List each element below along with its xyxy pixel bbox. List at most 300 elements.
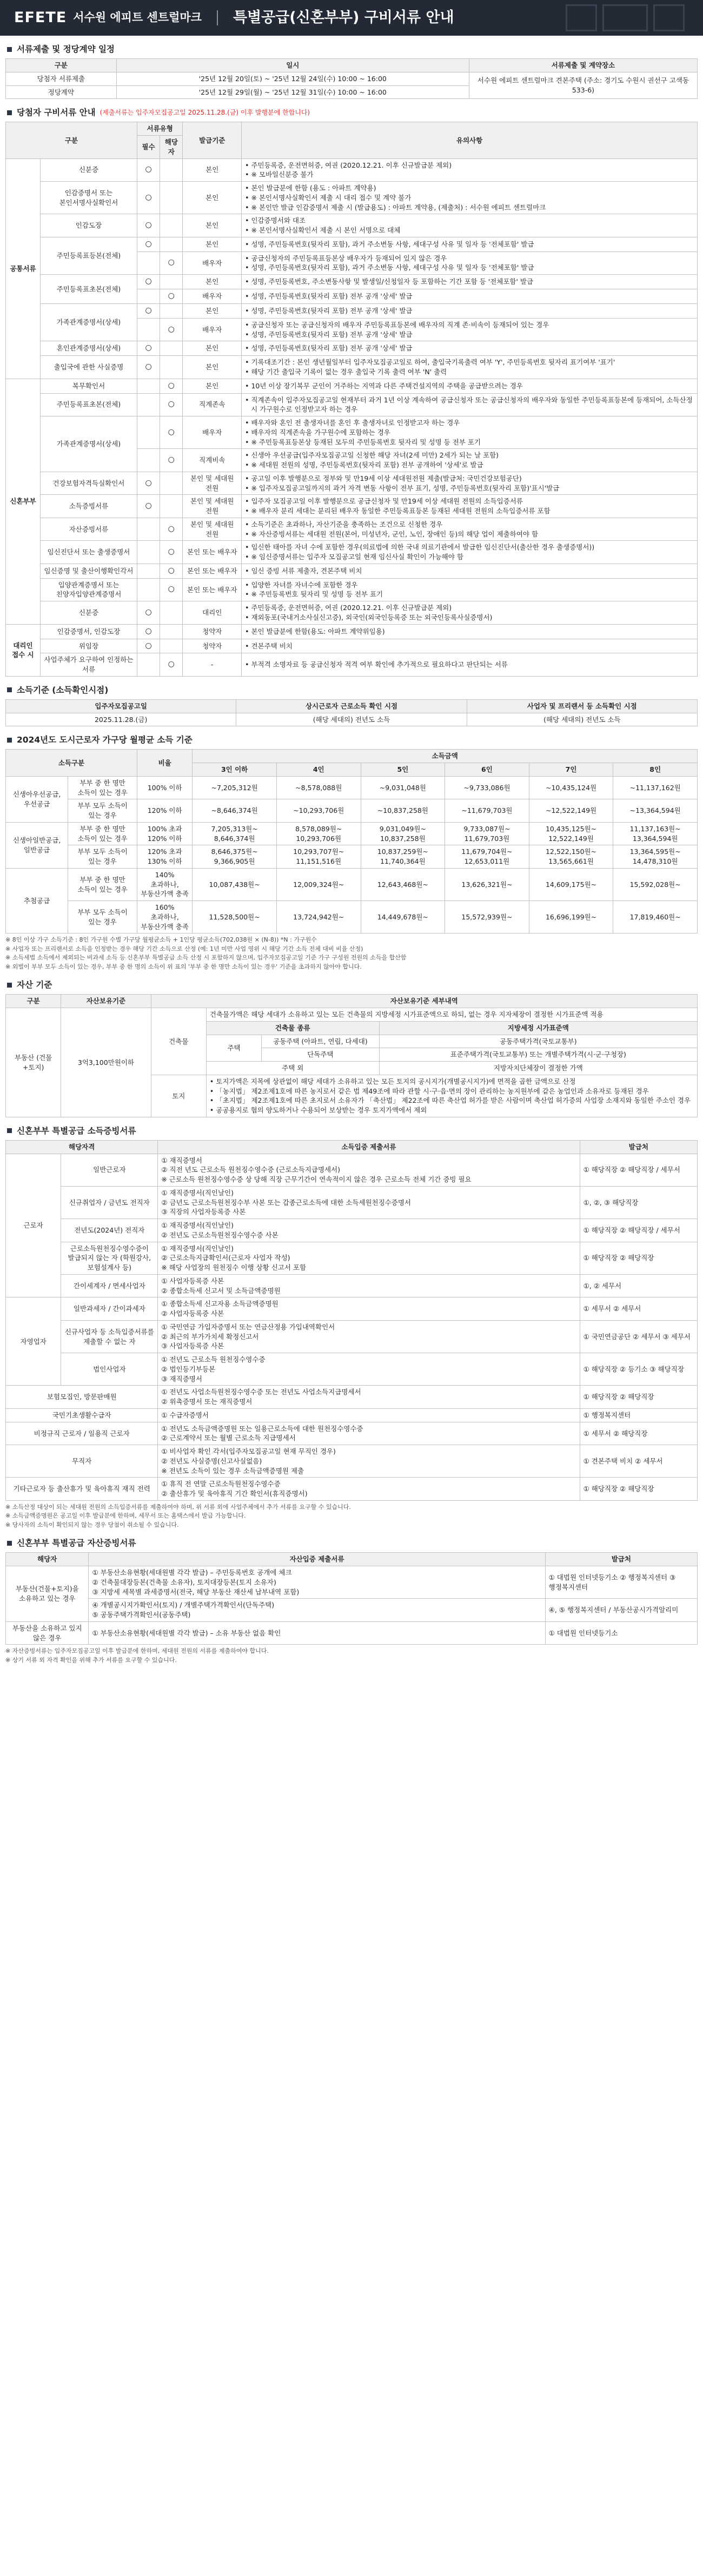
optional-check [160,303,183,318]
asset-standard-table: 구분 자산보유기준 자산보유기준 세부내역 부동산 (건물+토지) 3억3,100만원이하 건축물 건축물가액은 해당 세대가 소유하고 있는 모든 건축물의 지방세정 시가표준액으로 하되, 없는 경우 지자체장이 결정한 시가표준액 적용 건축물 종류 지방세정 시가표준액 주택 공동주택 (아파트, 연립, 다세대) 공동주택가격(국토교통부) 단독주택 표준주택가격(국토교통부) 또는 개별주택가격(시·군·구청장) 주택 외 지방자치단체장이 결정한 가액 토지 • 토지가액은 지목에 상관없이 해당 세대가 소유하고 있는 모든 토지의 공시지가(개별공시지가)에 면적을 곱한 금액으로 산정 • 「농지법」 제2조제1호에 따른 농지로서 같은 법 제49조에 따라 관할 시·구·읍·면의 장이 관리하는 농지원부에 같은 농업인과 소유자로 등재된 경우 • 「초지법」 제2조제1호에 따른 초지로서 소유자가 「축산법」 제22조에 따른 축산업 허가를 받은 사람이며 축산업 허가증의 사업장 소재지와 동일한 주소인 경우 • 공공용지로 협의 양도하거나 수용되어 보상받는 경우 토지가액에서 제외 [5,994,698,1117]
bullet-icon [7,110,12,115]
note-item: • 성명, 주민등록번호, 주소변동사항 및 발생일/신청일자 등 포함하는 기간 포함 등 '전체포함' 발급 [245,277,694,287]
optional-check: ○ [160,379,183,393]
table-row [6,1621,698,1645]
doc-name: 임신진단서 또는 출생증명서 [40,541,137,564]
income-value: 8,578,089원~ 10,293,706원 [276,822,361,845]
income-ratio: 100% 이하 [137,776,193,799]
note-list [245,641,694,651]
schedule-section [5,43,698,99]
doc-item: ② 법인등기부등본 [161,1365,216,1373]
doc-notes [242,289,698,304]
required-check [137,653,160,677]
table-row [6,901,698,933]
doc-name: 인감증명서, 인감도장 [40,624,137,639]
doc-item: ② 위촉증명서 또는 재직증명서 [161,1398,253,1406]
required-check: ○ [137,237,160,251]
issue-basis: - [183,653,242,677]
income-value: 8,646,375원~ 9,366,905원 [193,845,277,869]
doc-item: ① 종합소득세 신고자용 소득금액증명원 [161,1300,278,1308]
doc-name: 임신증명 및 출산이행확인각서 [40,564,137,578]
doc-name: 건강보험자격득실확인서 [40,472,137,495]
doc-item: ① 휴직 전 연말 근로소득원천징수영수증 [161,1480,281,1488]
doc-item: ※ 전년도 소득이 있는 경우 소득금액증명원 제출 [161,1466,304,1475]
issuer: ① 해당직장 ② 등기소 ③ 해당직장 [580,1353,697,1386]
qualification: 비정규직 근로자 / 일용직 근로자 [6,1422,158,1445]
note-item: • 성명, 주민등록번호(뒷자리 포함) 전부 공개 '상세' 발급 [245,330,694,340]
issuer: ① 해당직장 ② 해당직장 / 세무서 [580,1154,697,1186]
section-title: 서류제출 및 정당계약 일정 [7,43,698,55]
income-ratio: 100% 초과 120% 이하 [137,822,193,845]
income-group: 신생아우선공급, 우선공급 [6,776,68,822]
doc-list [158,1353,580,1386]
note-list [245,381,694,391]
doc-item: ③ 사업자등록증 사본 [161,1342,224,1350]
issue-basis: 본인 또는 배우자 [183,541,242,564]
doc-list [158,1297,580,1321]
income-value: 12,009,324원~ [276,868,361,900]
income-value: ~10,293,706원 [276,799,361,823]
note-list [245,627,694,637]
note-item: • 주민등록증, 운전면허증, 여권 (2020.12.21. 이후 신규발급분 제외) [245,161,694,170]
note-list [245,566,694,576]
issue-basis: 본인 [183,356,242,379]
issuer: ① 대법원 인터넷등기소 [545,1621,697,1645]
income-value: ~11,679,703원 [445,799,529,823]
doc-notes [242,214,698,237]
income-ratio: 120% 초과 130% 이하 [137,845,193,869]
required-check: ○ [137,214,160,237]
doc-list [89,1599,545,1622]
doc-notes [242,449,698,472]
required-check [137,564,160,578]
income-period-table: 입주자모집공고일 상시근로자 근로소득 확인 시점 사업자 및 프리랜서 등 소득확인 시점 2025.11.28.(금) (해당 세대의) 전년도 소득 (해당 세대의) 전년도 소득 [5,699,698,727]
doc-notes [242,495,698,518]
note-list [245,306,694,316]
note-item: • 성명, 주민등록번호(뒷자리 포함) 전부 공개 '상세' 발급 [245,306,694,316]
optional-check [160,601,183,625]
issue-basis: 본인 [183,158,242,182]
optional-check [160,495,183,518]
income-value: 13,626,321원~ [445,868,529,900]
note-item: • ※ 자산증빙서류는 세대원 전원(본어, 미성년자, 군인, 노인, 장애인 등)의 해당 업이 제출하여야 함 [245,529,694,539]
note-item: • 입주자 모집공고일 이후 발행분으로 공급신청자 및 만19세 이상 세대원 전원의 소득입증서류 [245,496,694,506]
table-row [6,822,698,845]
qualification: 법인사업자 [61,1353,158,1386]
income-standard-section [5,734,698,971]
doc-name: 인감도장 [40,214,137,237]
income-standard-table: 소득구분 비율 소득금액 3인 이하 4인 5인 6인 7인 8인 신생아우선공급, 우선공급 부부 중 한 명만 소득이 있는 경우 100% 이하 ~7,205,312원 ~8,578,088원 ~9,031,048원 ~9,733,086원 ~10,435,124원 ~11,137,162원 부부 모두 소득이 있는 경우 120% 이하 ~8,646,374원 ~10,293,706원 ~10,837,258원 ~11,679,703원 ~12,522,149원 ~13,364,594원 신생아일반공급, 일반공급 부부 중 한 명만 소득이 있는 경우 100% 초과 120% 이하 7,205,313원~ 8,646,374원 8,578,089원~ 10,293,706원 9,031,049원~ 10,837,258원 9,733,087원~ 11,679,703원 10,435,125원~ 12,522,149원 11,137,163원~ 13,364,594원 부부 모두 소득이 있는 경우 120% 초과 130% 이하 8,646,375원~ 9,366,905원 10,293,707원~ 11,151,516원 10,837,259원~ 11,740,364원 11,679,704원~ 12,653,011원 12,522,150원~ 13,565,661원 13,364,595원~ 14,478,310원 추첨공급 부부 중 한 명만 소득이 있는 경우 140% 초과하나, 부동산가액 충족 10,087,438원~ 12,009,324원~ 12,643,468원~ 13,626,321원~ 14,609,175원~ 15,592,028원~ 부부 모두 소득이 있는 경우 160% 초과하나, 부동산가액 충족 11,528,500원~ 13,724,942원~ 14,449,678원~ 15,572,939원~ 16,696,199원~ 17,819,460원~ [5,749,698,933]
income-value: 10,435,125원~ 12,522,149원 [529,822,613,845]
required-check: ○ [137,495,160,518]
income-desc: 부부 중 한 명만 소득이 있는 경우 [68,776,137,799]
doc-list [158,1445,580,1478]
note-item: • 성명, 주민등록번호(뒷자리 포함) 전부 공개 '상세' 발급 [245,343,694,353]
income-value: 14,449,678원~ [361,901,445,933]
bullet-icon [7,983,12,988]
table-row [6,275,698,289]
required-check: ○ [137,639,160,653]
note-list [245,277,694,287]
income-group: 추첨공급 [6,868,68,933]
required-check [137,578,160,601]
asset-docs-table: 해당자 자산입증 제출서류 발급처 부동산(건물+토지)을 소유하고 있는 경우 ① 부동산소유현황(세대원별 각각 발급) – 주민등록번호 공개에 체크 ② 건축물대장등본(건축물 소유자), 토지대장등본(토지 소유자) ③ 지방세 세목별 과세증명서(전국, 해당 부동산 재산세 납부내역 포함) ① 대법원 인터넷등기소 ② 행정복지센터 ③ 행정복지센터 ④ 개별공시지가확인서(토지) / 개별주택가격확인서(단독주택) ⑤ 공동주택가격확인서(공동주택) ④, ⑤ 행정복지센터 / 부동산공시가격알리미 부동산을 소유하고 있지 않은 경우 ① 부동산소유현황(세대원별 각각 발급) – 소유 부동산 없음 확인 ① 대법원 인터넷등기소 [5,1552,698,1645]
table-row [6,1422,698,1445]
qualification: 근로소득원천징수영수증이 발급되지 않는 자 (학원강사, 보험설계사 등) [61,1242,158,1274]
required-docs-section [5,107,698,677]
optional-check: ○ [160,251,183,275]
asset-holder: 부동산(건물+토지)을 소유하고 있는 경우 [6,1566,89,1622]
note-item: • ※ 세대원 전원의 성명, 주민등록번호(뒷자리 포함) 전부 공개하여 '상세'로 발급 [245,460,694,470]
doc-name: 신분증 [40,158,137,182]
income-value: ~13,364,594원 [613,799,698,823]
issue-basis: 대리인 [183,601,242,625]
doc-notes [242,639,698,653]
doc-item: ② 직전 년도 근로소득 원천징수영수증 (근로소득지급명세서) [161,1166,340,1174]
income-value: ~8,646,374원 [193,799,277,823]
table-row [6,393,698,416]
table-row [6,158,698,182]
note-item: • ※ 주민등록번호 뒷자리 및 성명 등 전부 표기 [245,590,694,599]
issuer: ① 해당직장 ② 해당직장 [580,1478,697,1501]
note-item: • 기록대조기간 : 본인 생년월일부터 입주자모집공고일로 하여, 출입국기록출력 여부 'Y', 주민등록번호 뒷자리 표기여부 '표기' [245,357,694,367]
doc-name: 사업주체가 요구하여 인정하는 서류 [40,653,137,677]
doc-notes [242,393,698,416]
income-ratio: 140% 초과하나, 부동산가액 충족 [137,868,193,900]
optional-check: ○ [160,564,183,578]
note-item: • 공고일 이후 발행분으로 정부와 및 만19세 이상 세대원전원 제출(발급처: 국민건강보험공단) [245,474,694,484]
table-row [6,1386,698,1409]
doc-item: ① 재직증명서 [161,1156,202,1164]
doc-item: ① 전년도 소득금액증명원 또는 일용근로소득에 대한 원천징수영수증 [161,1424,363,1433]
table-row [6,416,698,449]
note-list [245,474,694,493]
optional-check: ○ [160,289,183,304]
table-row [6,1242,698,1274]
note-item: • 해당 기간 출입국 기록이 없는 경우 출입국 기록 출력 여부 'N' 출력 [245,367,694,377]
doc-list [158,1422,580,1445]
doc-notes [242,303,698,318]
table-row [6,1154,698,1186]
issuer: ① 국민연금공단 ② 세무서 ③ 세무서 [580,1320,697,1353]
issue-basis: 본인 [183,214,242,237]
issuer: ① 세무서 ② 해당직장 [580,1422,697,1445]
issuer: ① 세무서 ② 세무서 [580,1297,697,1321]
optional-check [160,182,183,214]
doc-list [89,1621,545,1645]
table-row [6,1478,698,1501]
doc-name: 가족관계증명서(상세) [40,303,137,341]
required-docs-table: 구분 서류유형 발급기준 유의사항 필수 해당자 공통서류 신분증 ○ 본인 • 주민등록증, 운전면허증, 여권 (2020.12.21. 이후 신규발급분 제외) • ※ 모바일신분증 불가 인감증명서 또는 본인서명사실확인서 ○ 본인 • 본인 발급분에 한함 (용도 : 아파트 계약용) • ※ 본인서명사실확인서 제출 시 대리 접수 및 계약 불가 • ※ 본인만 발급 인감증명서 제출 시 (발급용도) : 아파트 계약용, (제출처) : 서수원 에피트 센트럴마크 인감도장 ○ 본인 • 인감증명서와 대조 • ※ 본인서명사실확인서 제출 시 본인 서명으로 대체 주민등록표등본(전체) ○ 본인 • 성명, 주민등록번호(뒷자리 포함), 과거 주소변동 사항, 세대구성 사유 및 일자 등 '전체포함' 발급 ○ 배우자 • 공급신청자의 주민등록표등본상 배우자가 등재되어 있지 않은 경우 • 성명, 주민등록번호(뒷자리 포함), 과거 주소변동 사항, 세대구성 사유 및 일자 등 '전체포함' 발급 주민등록표초본(전체) ○ 본인 • 성명, 주민등록번호, 주소변동사항 및 발생일/신청일자 등 포함하는 기간 포함 등 '전체포함' 발급 ○ 배우자 • 성명, 주민등록번호(뒷자리 포함) 전부 공개 '상세' 발급 가족관계증명서(상세) ○ 본인 • 성명, 주민등록번호(뒷자리 포함) 전부 공개 '상세' 발급 ○ 배우자 • 공급신청자 또는 공급신청자의 배우자 주민등록표등본에 배우자의 직계 존·비속이 등재되어 있는 경우 • 성명, 주민등록번호(뒷자리 포함) 전부 공개 '상세' 발급 혼인관계증명서(상세) ○ 본인 • 성명, 주민등록번호(뒷자리 포함) 전부 공개 '상세' 발급 출입국에 관한 사실증명 ○ 본인 • 기록대조기간 : 본인 생년월일부터 입주자모집공고일로 하여, 출입국기록출력 여부 'Y', 주민등록번호 뒷자리 표기여부 '표기' • 해당 기간 출입국 기록이 없는 경우 출입국 기록 출력 여부 'N' 출력 신혼부부 복무확인서 ○ 본인 • 10년 이상 장기복무 군인이 거주하는 지역과 다른 주택건설지역의 주택을 공급받으려는 경우 주민등록표초본(전체) ○ 직계존속 • 직계존속이 입주자모집공고일 현재부터 과거 1년 이상 계속하여 공급신청자 또는 공급신청자의 배우자와 동일한 주민등록표등본에 등재되어, 소득산정 시 가구원수로 인정받고자 하는 경우 가족관계증명서(상세) ○ 배우자 • 배우자와 혼인 전 출생자녀를 혼인 후 출생자녀로 인정받고자 하는 경우 • 배우자의 직계존속을 가구원수에 포함하는 경우 • ※ 주민등록표등본상 등재된 모두의 주민등록번호 뒷자리 및 성명 등 전부 포기 ○ 직계비속 • 신생아 우선공급(입주자모집공고일 신청한 해당 자녀(2세 미만) 2세가 되는 날 포함) • ※ 세대원 전원의 성명, 주민등록번호(뒷자리 포함) 전부 공개하여 '상세'로 발급 건강보험자격득실확인서 ○ 본인 및 세대원 전원 • 공고일 이후 발행분으로 정부와 및 만19세 이상 세대원전원 제출(발급처: 국민건강보험공단) • ※ 입주자모집공고일까지의 과거 자격 변동 사항이 전부 표기, 성명, 주민등록번호(뒷자리 포함)'표시'발급 소득증빙서류 ○ 본인 및 세대원 전원 • 입주자 모집공고일 이후 발행분으로 공급신청자 및 만19세 이상 세대원 전원의 소득입증서류 • ※ 배우자 분리 세대는 분리된 배우자 동일한 주민등록표등본 등재된 세대원 전원의 소득입증서류 포함 자산증빙서류 ○ 본인 및 세대원 전원 • 소득기준은 초과하나, 자산기준을 충족하는 조건으로 신청한 경우 • ※ 자산증빙서류는 세대원 전원(본어, 미성년자, 군인, 노인, 장애인 등)의 해당 업이 제출하여야 함 임신진단서 또는 출생증명서 ○ 본인 또는 배우자 • 임신한 태아를 자녀 수에 포함한 경우(의료법에 의한 국내 의료기관에서 발급한 임신진단서(출산한 경우 출생증명서)) • ※ 임신증명서류는 입주자 모집공고일 현재 임신사실 확인이 가능해야 함 임신증명 및 출산이행확인각서 ○ 본인 또는 배우자 • 임신 증빙 서류 제출자, 견본주택 비치 입양관계증명서 또는 친양자입양관계증명서 ○ 본인 또는 배우자 • 입양한 자녀를 자녀수에 포함한 경우 • ※ 주민등록번호 뒷자리 및 성명 등 전부 표기 신분증 ○ 대리인 • 주민등록증, 운전면허증, 여권 (2020.12.21. 이후 신규발급분 제외) • 재외동포(국내거소사실신고증), 외국인(외국인등록증 또는 외국인등록사실증명서) 대리인 접수 시 인감증명서, 인감도장 ○ 청약자 • 본인 발급분에 한함(용도: 아파트 계약위임용) 위임장 ○ 청약자 • 견본주택 비치 사업주체가 요구하여 인정하는 서류 ○ - • 부적격 소명자료 등 공급신청자 적격 여부 확인에 추가적으로 필요하다고 판단되는 서류 [5,122,698,677]
bullet-icon [7,47,12,52]
issuer: ① 해당직장 ② 해당직장 [580,1242,697,1274]
doc-item: ② 종합소득세 신고서 및 소득금액증명원 [161,1286,281,1295]
income-value: 12,522,150원~ 13,565,661원 [529,845,613,869]
required-check: ○ [137,182,160,214]
income-desc: 부부 모두 소득이 있는 경우 [68,799,137,823]
required-check [137,393,160,416]
section-title: 신혼부부 특별공급 소득증빙서류 [7,1125,698,1137]
note-item: • ※ 배우자 분리 세대는 분리된 배우자 동일한 주민등록표등본 등재된 세대원 전원의 소득입증서류 포함 [245,506,694,516]
note-item: • 임신 증빙 서류 제출자, 견본주택 비치 [245,566,694,576]
doc-name: 소득증빙서류 [40,495,137,518]
optional-check: ○ [160,518,183,541]
qualification: 보험모집인, 방문판매원 [6,1386,158,1409]
issue-basis: 본인 또는 배우자 [183,564,242,578]
doc-name: 주민등록표초본(전체) [40,275,137,304]
required-check: ○ [137,158,160,182]
issuer: ①, ②, ③ 해당직장 [580,1186,697,1219]
required-check [137,251,160,275]
issue-basis: 청약자 [183,624,242,639]
section-title: 2024년도 도시근로자 가구당 월평균 소득 기준 [7,734,698,746]
doc-item: ② 전년도 근로소득원천징수영수증 사본 [161,1230,278,1239]
issue-basis: 배우자 [183,251,242,275]
doc-item: ③ 재직증명서 [161,1374,202,1383]
note-item: • 공급신청자 또는 공급신청자의 배우자 주민등록표등본에 배우자의 직계 존·비속이 등재되어 있는 경우 [245,320,694,330]
doc-name: 인감증명서 또는 본인서명사실확인서 [40,182,137,214]
optional-check [160,472,183,495]
income-value: 11,679,704원~ 12,653,011원 [445,845,529,869]
note-item: • 본인 발급분에 한함 (용도 : 아파트 계약용) [245,183,694,193]
required-check: ○ [137,601,160,625]
section-title: 신혼부부 특별공급 자산증빙서류 [7,1537,698,1549]
table-row [6,799,698,823]
note-item: • ※ 임신증명서류는 입주자 모집공고일 현재 임신사실 확인이 가능해야 함 [245,552,694,562]
note-item: • ※ 본인서명사실확인서 제출 시 대리 접수 및 계약 불가 [245,193,694,203]
schedule-table: 구분 일시 서류제출 및 계약장소 당첨자 서류제출 '25년 12월 20일(토) ~ '25년 12월 24일(수) 10:00 ~ 16:00 서수원 에피트 센트럴마크 견본주택 (주소: 경기도 수원시 권선구 고색동 533-6) 정당계약 '25년 12월 29일(월) ~ '25년 12월 31일(수) 10:00 ~ 16:00 [5,58,698,99]
note-item: • 직계존속이 입주자모집공고일 현재부터 과거 1년 이상 계속하여 공급신청자 또는 공급신청자의 배우자와 동일한 주민등록표등본에 등재되어, 소득산정 시 가구원수로 인정받고자 하는 경우 [245,395,694,415]
table-row [6,303,698,318]
required-check: ○ [137,624,160,639]
note-item: • 공급신청자의 주민등록표등본상 배우자가 등재되어 있지 않은 경우 [245,254,694,263]
note-item: • ※ 본인만 발급 인감증명서 제출 시 (발급용도) : 아파트 계약용, (제출처) : 서수원 에피트 센트럴마크 [245,203,694,213]
doc-notes [242,318,698,341]
income-value: 11,528,500원~ [193,901,277,933]
note-list [245,603,694,623]
issuer: ① 해당직장 ② 해당직장 / 세무서 [580,1219,697,1242]
table-row [6,1186,698,1219]
note-item: • 배우자의 직계존속을 가구원수에 포함하는 경우 [245,428,694,438]
income-value: 12,643,468원~ [361,868,445,900]
doc-item: ① 사업자등록증 사본 [161,1276,224,1285]
table-row [6,1320,698,1353]
issue-basis: 배우자 [183,416,242,449]
note-item: • 소득기준은 초과하나, 자산기준을 충족하는 조건으로 신청한 경우 [245,520,694,529]
bullet-icon [7,687,12,692]
note-item: • 본인 발급분에 한함(용도: 아파트 계약위임용) [245,627,694,637]
doc-notes [242,624,698,639]
table-row [6,379,698,393]
income-value: ~11,137,162원 [613,776,698,799]
note-item: • 성명, 주민등록번호(뒷자리 포함), 과거 주소변동 사항, 세대구성 사유 및 일자 등 '전체포함' 발급 [245,263,694,273]
note-item: • 견본주택 비치 [245,641,694,651]
optional-check: ○ [160,653,183,677]
doc-name: 복무확인서 [40,379,137,393]
doc-item: ① 재직증명서(직인날인) [161,1221,234,1230]
income-value: ~7,205,312원 [193,776,277,799]
required-check: ○ [137,303,160,318]
header-decoration [566,4,685,31]
table-row [6,341,698,356]
table-row [6,1219,698,1242]
note-list [245,580,694,600]
doc-notes [242,601,698,625]
doc-item: ※ 근로소득 원천징수영수증 상 당해 직장 근무기간이 연속적이지 않은 경우 근로소득 전체 기간 증빙 필요 [161,1175,472,1184]
table-row [6,1408,698,1422]
note-item: • 주민등록증, 운전면허증, 여권 (2020.12.21. 이후 신규발급분 제외) [245,603,694,613]
issue-basis: 배우자 [183,289,242,304]
required-check [137,541,160,564]
doc-name: 신분증 [40,601,137,625]
table-row [6,845,698,869]
table-row [6,1445,698,1478]
required-check: ○ [137,341,160,356]
note-item: • ※ 입주자모집공고일까지의 과거 자격 변동 사항이 전부 표기, 성명, 주민등록번호(뒷자리 포함)'표시'발급 [245,484,694,493]
doc-item: ※ 해당 사업장의 원천징수 이행 상황 신고서 포함 [161,1263,307,1272]
income-value: 10,293,707원~ 11,151,516원 [276,845,361,869]
table-row [6,776,698,799]
qualification: 신규취업자 / 금년도 전직자 [61,1186,158,1219]
doc-notes [242,541,698,564]
table-row [6,639,698,653]
note-item: • 성명, 주민등록번호(뒷자리 포함), 과거 주소변동 사항, 세대구성 사유 및 일자 등 '전체포함' 발급 [245,240,694,249]
income-desc: 부부 모두 소득이 있는 경우 [68,845,137,869]
table-row [6,472,698,495]
doc-notes [242,237,698,251]
qualification: 일반과세자 / 간이과세자 [61,1297,158,1321]
doc-item: ① 재직증명서(직인날인) [161,1188,234,1197]
income-period-section [5,684,698,727]
income-notes: ※ 8인 이상 가구 소득기준 : 8인 가구원 수별 가구당 월평균소득 + 1인당 평균소득(702,038원 × (N-8)) *N : 가구원수 ※ 사업자 또는 프리랜서로 소득을 인정받는 경우 해당 기간 소득으로 산정 (예: 1년 미만 사업 영위 시 해당 기간 소득 전체 대비 비율 산정) ※ 소득세법 소득에서 제외되는 비과세 소득 등 신혼부부 특별공급 소득 산정 시 포함하지 않으며, 입주자모집공고일 기준 가구 구성원 전원의 소득을 합산함 ※ 외벌이 부부 모두 소득이 있는 경우, 부부 중 한 명의 소득이 위 표의 '부부 중 한 명만 소득이 있는 경우' 기준을 초과하지 않아야 합니다. [5,936,407,970]
doc-list [89,1566,545,1599]
issue-basis: 직계비속 [183,449,242,472]
issuer: ① 견본주택 비치 ② 세무서 [580,1445,697,1478]
doc-name: 자산증빙서류 [40,518,137,541]
doc-item: ③ 지방세 세목별 과세증명서(전국, 해당 부동산 재산세 납부내역 포함) [92,1587,300,1596]
qualification: 간이세계자 / 면세사업자 [61,1274,158,1297]
doc-notes [242,341,698,356]
note-list [245,520,694,539]
issue-basis: 본인 [183,379,242,393]
note-list [245,418,694,447]
optional-check [160,158,183,182]
note-item: • 10년 이상 장기복무 군인이 거주하는 지역과 다른 주택건설지역의 주택을 공급받으려는 경우 [245,381,694,391]
table-row [6,601,698,625]
issue-basis: 본인 [183,237,242,251]
issue-basis: 본인 및 세대원 전원 [183,495,242,518]
table-row [6,541,698,564]
doc-item: ① 전년도 근로소득 원천징수영수증 [161,1355,266,1364]
required-check [137,518,160,541]
issue-basis: 본인 [183,182,242,214]
doc-item: ④ 개별공시지가확인서(토지) / 개별주택가격확인서(단독주택) [92,1601,275,1610]
issue-basis: 본인 또는 배우자 [183,578,242,601]
section-title: 당첨자 구비서류 안내 (제출서류는 입주자모집공고일 2025.11.28.(금) 이후 발행분에 한합니다) [7,107,698,118]
header-divider [217,10,218,25]
qualification-group: 근로자 [6,1154,61,1297]
doc-notes [242,564,698,578]
income-docs-table: 해당자격 소득입증 제출서류 발급처 근로자 일반근로자 ① 재직증명서 ② 직전 년도 근로소득 원천징수영수증 (근로소득지급명세서) ※ 근로소득 원천징수영수증 상 당해 직장 근무기간이 연속적이지 않은 경우 근로소득 전체 기간 증빙 필요 ① 해당직장 ② 해당직장 / 세무서 신규취업자 / 금년도 전직자 ① 재직증명서(직인날인) ② 금년도 근로소득원천징수부 사본 또는 갑종근로소득에 대한 소득세원천징수증명서 ③ 직장의 사업자등록증 사본 ①, ②, ③ 해당직장 전년도(2024년) 전직자 ① 재직증명서(직인날인) ② 전년도 근로소득원천징수영수증 사본 ① 해당직장 ② 해당직장 / 세무서 근로소득원천징수영수증이 발급되지 않는 자 (학원강사, 보험설계사 등) ① 재직증명서(직인날인) ② 근로소득지급확인서(근로자 사업자 작성) ※ 해당 사업장의 원천징수 이행 상황 신고서 포함 ① 해당직장 ② 해당직장 간이세계자 / 면세사업자 ① 사업자등록증 사본 ② 종합소득세 신고서 및 소득금액증명원 ①, ② 세무서 자영업자 일반과세자 / 간이과세자 ① 종합소득세 신고자용 소득금액증명원 ② 사업자등록증 사본 ① 세무서 ② 세무서 신규사업자 등 소득입증서류를 제출할 수 없는 자 ① 국민연금 가입자증명서 또는 연금산정용 가입내역확인서 ② 최근의 부가가치세 확정신고서 ③ 사업자등록증 사본 ① 국민연금공단 ② 세무서 ③ 세무서 법인사업자 ① 전년도 근로소득 원천징수영수증 ② 법인등기부등본 ③ 재직증명서 ① 해당직장 ② 등기소 ③ 해당직장 보험모집인, 방문판매원 ① 전년도 사업소득원천징수영수증 또는 전년도 사업소득지급명세서 ② 위촉증명서 또는 재직증명서 ① 해당직장 ② 해당직장 국민기초생활수급자 ① 수급자증명서 ① 행정복지센터 비정규직 근로자 / 일용직 근로자 ① 전년도 소득금액증명원 또는 일용근로소득에 대한 원천징수영수증 ② 근로계약서 또는 월별 근로소득 지급명세서 ① 세무서 ② 해당직장 무직자 ① 비사업자 확인 각서(입주자모집공고일 현재 무직인 경우) ② 전년도 사실증명(신고사실없음) ※ 전년도 소득이 있는 경우 소득금액증명원 제출 ① 견본주택 비치 ② 세무서 기타근로자 등 출산휴가 및 육아휴직 재직 전력 ① 휴직 전 연말 근로소득원천징수영수증 ② 출산휴가 및 육아휴직 기간 확인서(휴직증명서) ① 해당직장 ② 해당직장 [5,1140,698,1501]
table-row [6,624,698,639]
income-group: 신생아일반공급, 일반공급 [6,822,68,868]
doc-item: ② 전년도 사실증명(신고사실없음) [161,1456,262,1465]
doc-list [158,1219,580,1242]
issue-basis: 본인 및 세대원 전원 [183,518,242,541]
income-value: 10,837,259원~ 11,740,364원 [361,845,445,869]
note-item: • 재외동포(국내거소사실신고증), 외국인(외국인등록증 또는 외국인등록사실증명서) [245,613,694,623]
doc-item: ① 비사업자 확인 각서(입주자모집공고일 현재 무직인 경우) [161,1447,336,1456]
income-value: ~12,522,149원 [529,799,613,823]
table-row [6,495,698,518]
bullet-icon [7,1128,12,1133]
table-row [6,518,698,541]
doc-name: 가족관계증명서(상세) [40,416,137,472]
issue-basis: 본인 [183,275,242,289]
note-item: • 성명, 주민등록번호(뒷자리 포함) 전부 공개 '상세' 발급 [245,292,694,301]
doc-notes [242,251,698,275]
income-value: 15,572,939원~ [445,901,529,933]
note-list [245,254,694,273]
optional-check [160,237,183,251]
doc-item: ① 수급자증명서 [161,1410,209,1419]
required-check [137,318,160,341]
doc-notes [242,275,698,289]
table-row [6,1566,698,1599]
qualification: 전년도(2024년) 전직자 [61,1219,158,1242]
optional-check: ○ [160,578,183,601]
note-list [245,451,694,470]
optional-check: ○ [160,541,183,564]
income-value: 13,724,942원~ [276,901,361,933]
doc-notes [242,416,698,449]
note-list [245,183,694,212]
issuer: ①, ② 세무서 [580,1274,697,1297]
doc-item: ② 출산휴가 및 육아휴직 기간 확인서(휴직증명서) [161,1489,308,1498]
page-header [0,0,703,36]
table-row [6,578,698,601]
issuer: ① 대법원 인터넷등기소 ② 행정복지센터 ③ 행정복지센터 [545,1566,697,1599]
qualification: 무직자 [6,1445,158,1478]
table-row [6,1599,698,1622]
issue-basis: 청약자 [183,639,242,653]
income-desc: 부부 중 한 명만 소득이 있는 경우 [68,822,137,845]
note-item: • 입양한 자녀를 자녀수에 포함한 경우 [245,580,694,590]
issuer: ① 행정복지센터 [580,1408,697,1422]
doc-name: 혼인관계증명서(상세) [40,341,137,356]
section-title: 자산 기준 [7,979,698,991]
bullet-icon [7,738,12,743]
issue-basis: 본인 [183,341,242,356]
qualification-group: 자영업자 [6,1297,61,1386]
income-value: 9,031,049원~ 10,837,258원 [361,822,445,845]
doc-notes [242,182,698,214]
optional-check [160,341,183,356]
income-desc: 부부 중 한 명만 소득이 있는 경우 [68,868,137,900]
table-row [6,868,698,900]
doc-item: ① 국민연금 가입자증명서 또는 연금산정용 가입내역확인서 [161,1322,335,1331]
doc-list [158,1186,580,1219]
required-check: ○ [137,356,160,379]
doc-name: 출입국에 관한 사실증명 [40,356,137,379]
doc-item: ① 부동산소유현황(세대원별 각각 발급) – 주민등록번호 공개에 체크 [92,1568,292,1577]
required-check [137,416,160,449]
note-list [245,216,694,235]
section-title: 소득기준 (소득확인시점) [7,684,698,696]
table-row [6,564,698,578]
doc-list [158,1274,580,1297]
optional-check: ○ [160,449,183,472]
